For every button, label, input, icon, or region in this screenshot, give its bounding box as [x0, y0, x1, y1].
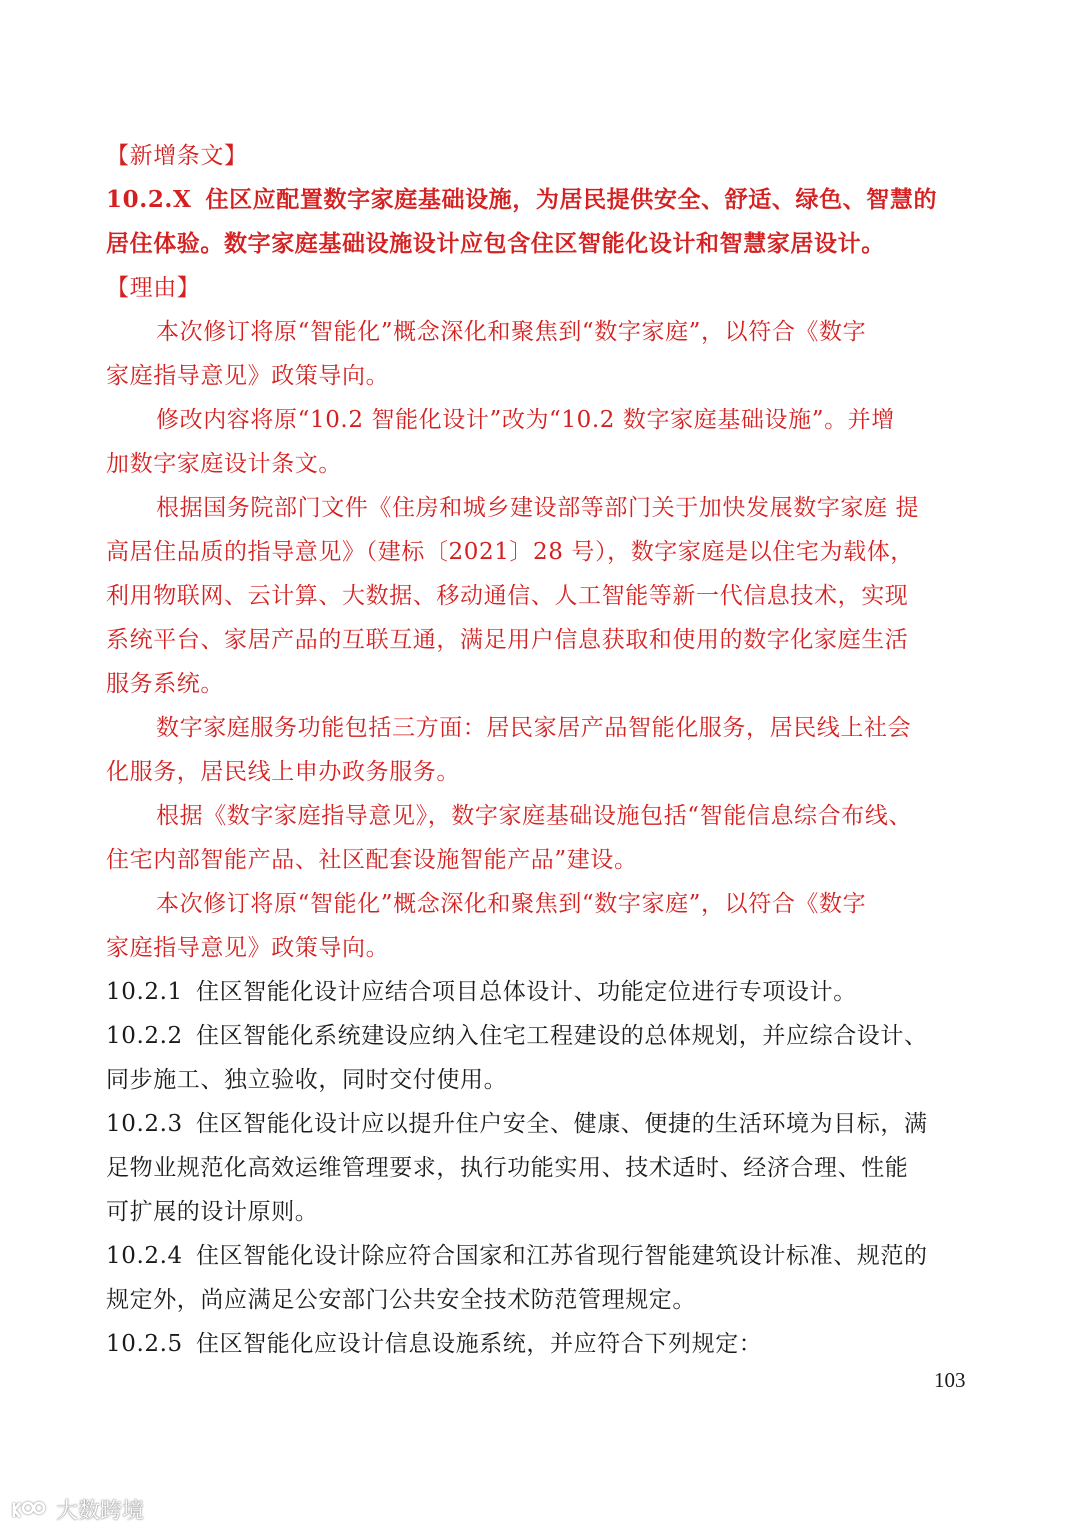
reason-paragraph: 根据《数字家庭指导意见》，数字家庭基础设施包括“智能信息综合布线、 住宅内部智能产品、社区配套设施智能产品”建设。: [106, 803, 913, 873]
new-clause-number: 10.2.X: [106, 186, 192, 213]
new-clause-header: 【新增条文】: [106, 143, 248, 169]
clause-number: 10.2.3: [106, 1111, 183, 1137]
clause-10-2-4: 10.2.4 住区智能化设计除应符合国家和江苏省现行智能建筑设计标准、规范的 规定外，尚应满足公安部门公共安全技术防范管理规定。: [106, 1234, 974, 1322]
reason-paragraph: 根据国务院部门文件《住房和城乡建设部等部门关于加快发展数字家庭 提 高居住品质的指导意见》（建标〔2021〕28 号），数字家庭是以住宅为载体， 利用物联网、云计算、大数据、移动通信、人工智能等新一代信息技术，实现 系统平台、家居产品的互联互通，满足用户信息获取和使用的数字化家庭生活 服务系统。: [106, 495, 920, 697]
reason-paragraph: 本次修订将原“智能化”概念深化和聚焦到“数字家庭”，以符合《数字 家庭指导意见》政策导向。: [106, 891, 867, 961]
new-clause-line-2: 居住体验。数字家庭基础设施设计应包含住区智能化设计和智慧家居设计。: [106, 230, 885, 257]
reason-paragraph: 本次修订将原“智能化”概念深化和聚焦到“数字家庭”，以符合《数字 家庭指导意见》政策导向。: [106, 319, 867, 389]
clause-number: 10.2.2: [106, 1023, 183, 1049]
clause-10-2-2: 10.2.2 住区智能化系统建设应纳入住宅工程建设的总体规划，并应综合设计、 同步施工、独立验收，同时交付使用。: [106, 1014, 974, 1102]
page-number: 103: [934, 1368, 966, 1392]
reason-header: 【理由】: [106, 275, 201, 301]
clause-number: 10.2.4: [106, 1243, 183, 1269]
watermark: [10, 1494, 144, 1525]
new-clause-line-1: 10.2.X 住区应配置数字家庭基础设施，为居民提供安全、舒适、绿色、智慧的: [106, 186, 938, 213]
reason-paragraph: 修改内容将原“10.2 智能化设计”改为“10.2 数字家庭基础设施”。并增 加数字家庭设计条文。: [106, 407, 895, 477]
reason-paragraph: 数字家庭服务功能包括三方面：居民家居产品智能化服务，居民线上社会 化服务，居民线上申办政务服务。: [106, 715, 912, 785]
clause-10-2-3: 10.2.3 住区智能化设计应以提升住户安全、健康、便捷的生活环境为目标，满 足物业规范化高效运维管理要求，执行功能实用、技术适时、经济合理、性能 可扩展的设计原则。: [106, 1102, 974, 1234]
clause-10-2-5: 10.2.5 住区智能化应设计信息设施系统，并应符合下列规定：: [106, 1322, 974, 1366]
clause-10-2-1: 10.2.1 住区智能化设计应结合项目总体设计、功能定位进行专项设计。: [106, 970, 974, 1014]
clause-number: 10.2.5: [106, 1331, 183, 1357]
clause-number: 10.2.1: [106, 979, 183, 1005]
document-page: [106, 134, 974, 1366]
kboo-logo-icon: [10, 1499, 48, 1521]
watermark-text: 大数跨境: [56, 1499, 145, 1524]
